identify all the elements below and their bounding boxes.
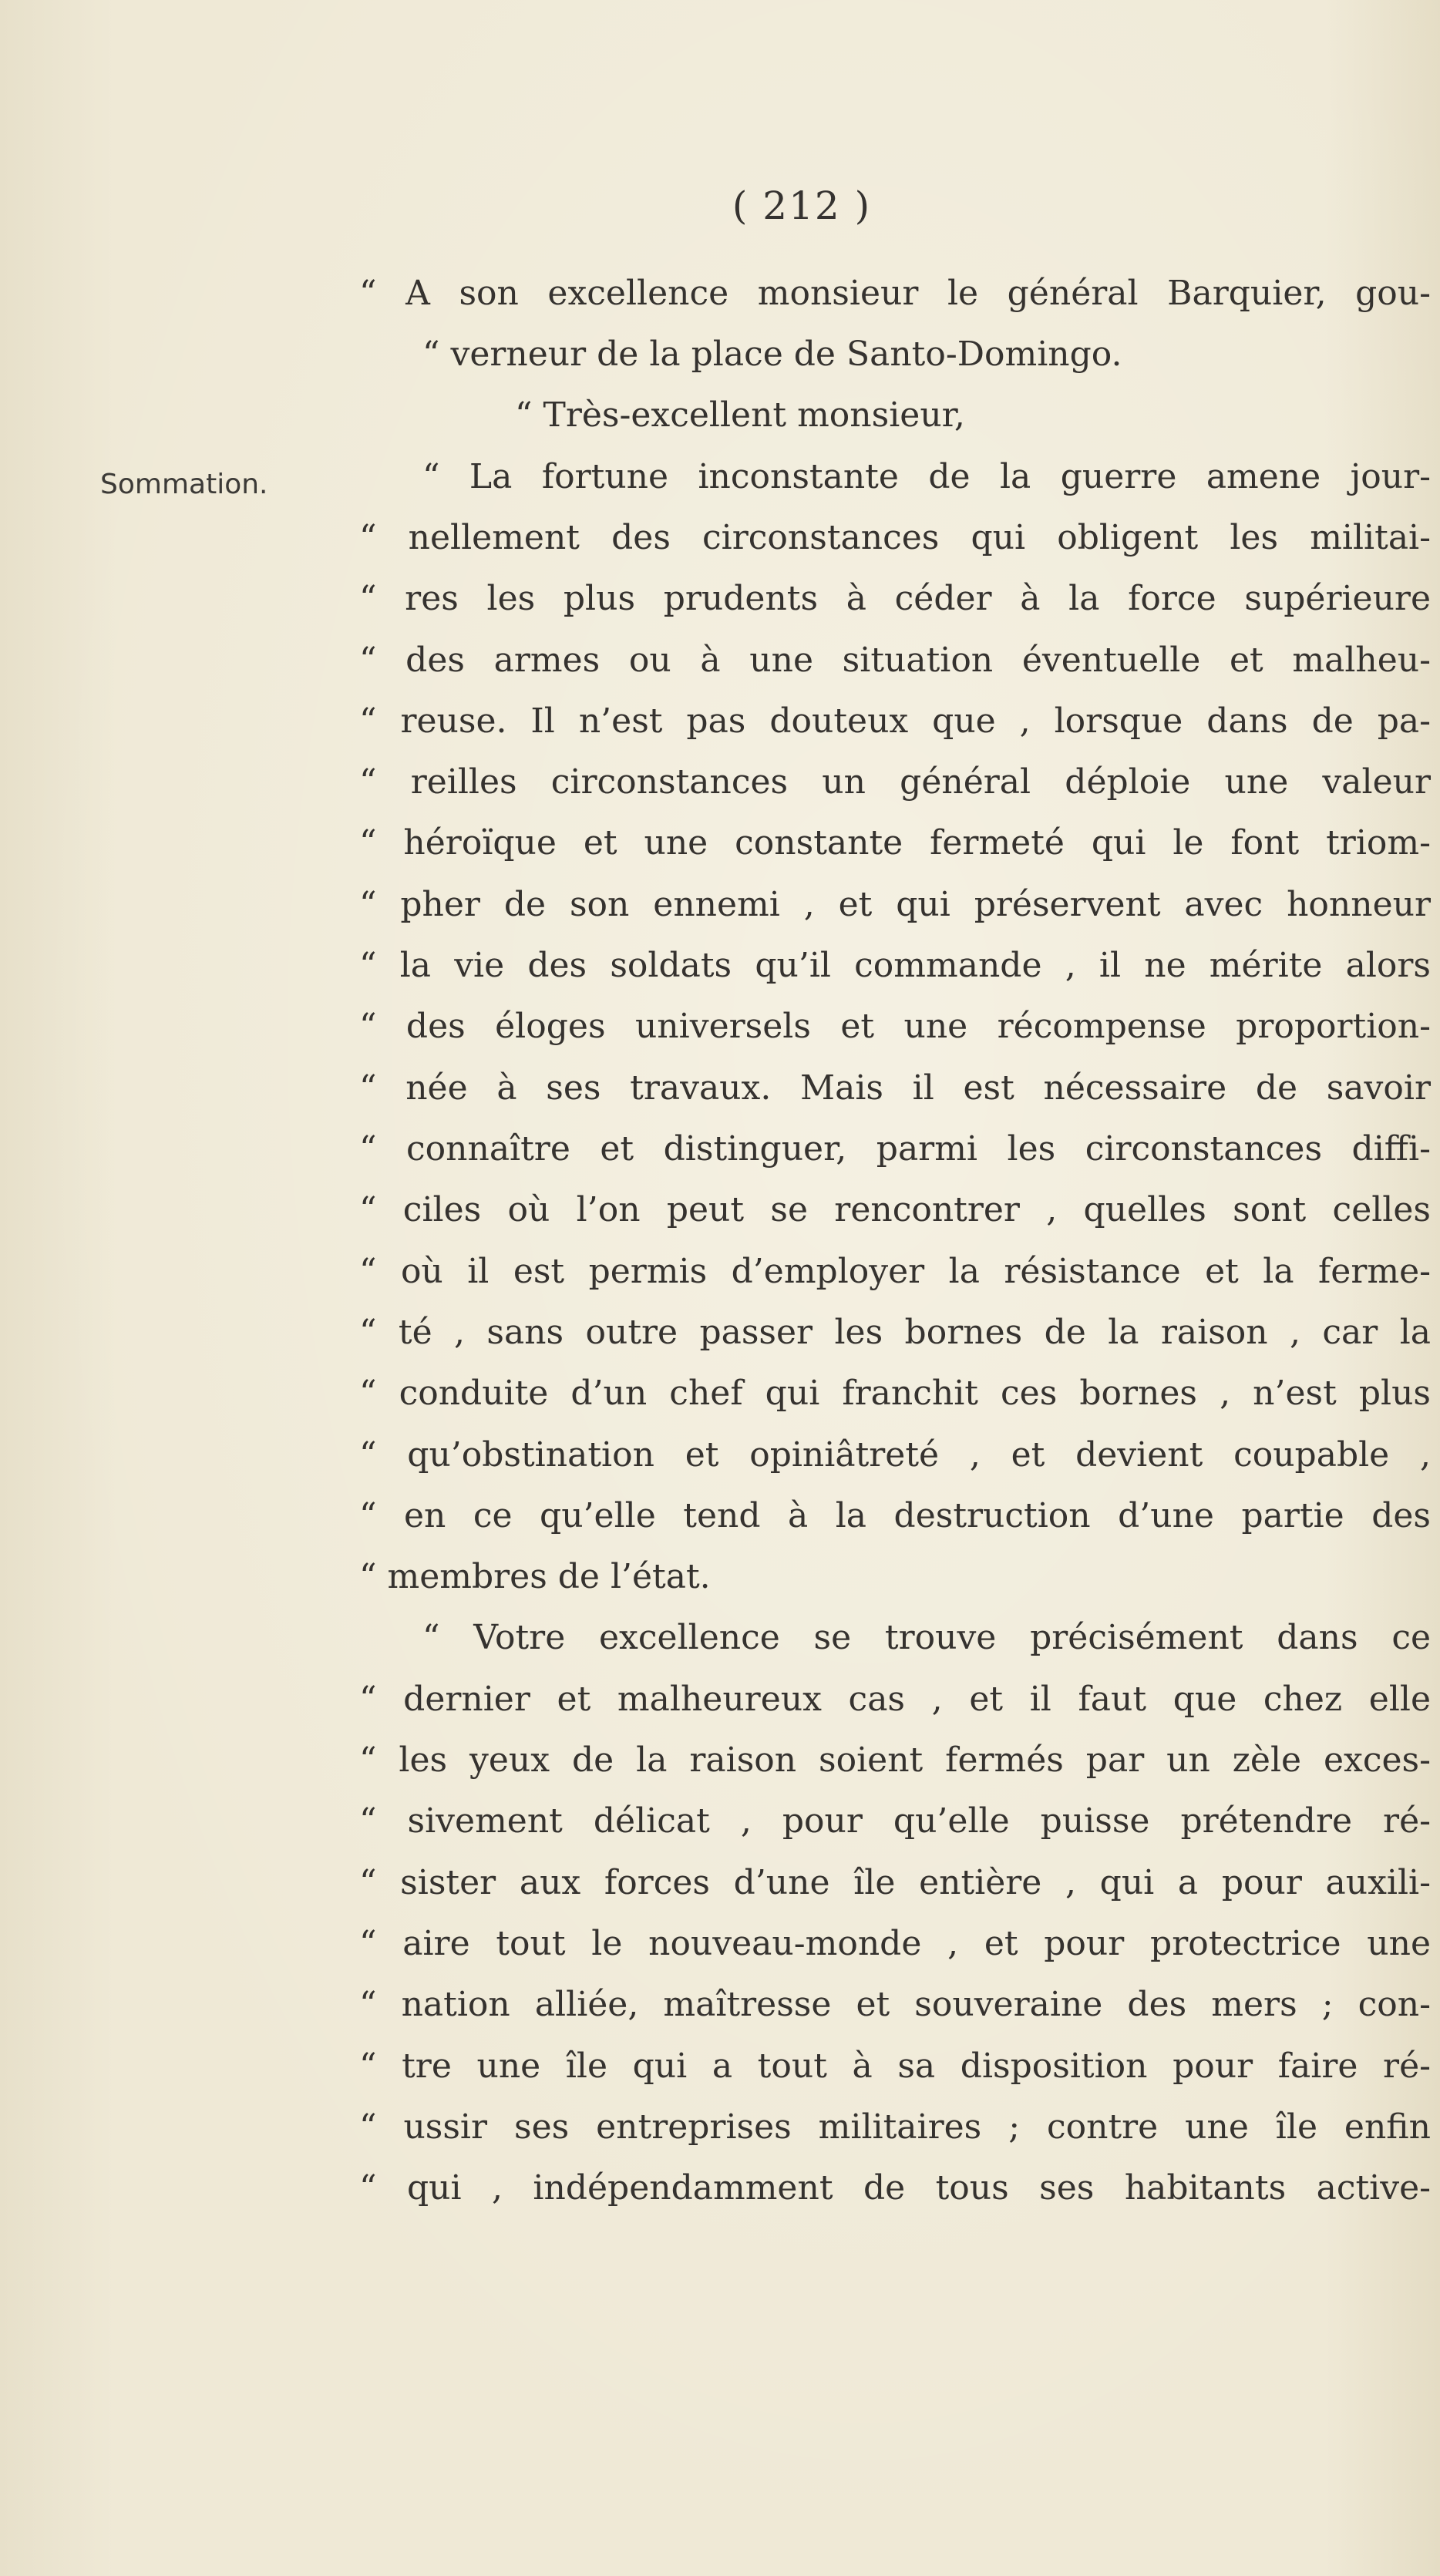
text-line: “ connaître et distinguer, parmi les circonstances diffi- bbox=[359, 1129, 1431, 1169]
text-line: “ verneur de la place de Santo-Domingo. bbox=[422, 335, 1122, 374]
page-number: ( 212 ) bbox=[732, 183, 872, 228]
text-line: “ qu’obstination et opiniâtreté , et devient coupable , bbox=[359, 1435, 1431, 1475]
text-line: “ sivement délicat , pour qu’elle puisse prétendre ré- bbox=[359, 1801, 1431, 1841]
text-line: “ où il est permis d’employer la résistance et la ferme- bbox=[359, 1252, 1431, 1291]
text-line: “ té , sans outre passer les bornes de la raison , car la bbox=[359, 1313, 1431, 1352]
text-line: “ conduite d’un chef qui franchit ces bornes , n’est plus bbox=[359, 1374, 1431, 1413]
text-line: “ dernier et malheureux cas , et il faut que chez elle bbox=[359, 1680, 1431, 1719]
text-line: “ A son excellence monsieur le général Barquier, gou- bbox=[359, 274, 1431, 313]
text-line: “ membres de l’état. bbox=[359, 1557, 711, 1596]
text-line: “ héroïque et une constante fermeté qui le font triom- bbox=[359, 823, 1431, 863]
text-line: “ sister aux forces d’une île entière , qui a pour auxili- bbox=[359, 1863, 1431, 1902]
margin-note: Sommation. bbox=[100, 469, 268, 500]
text-line: “ des armes ou à une situation éventuelle et malheu- bbox=[359, 641, 1431, 680]
text-line: “ qui , indépendamment de tous ses habitants active- bbox=[359, 2168, 1431, 2208]
text-line: “ tre une île qui a tout à sa disposition pour faire ré- bbox=[359, 2046, 1431, 2086]
text-line: “ aire tout le nouveau-monde , et pour protectrice une bbox=[359, 1924, 1431, 1963]
text-line: “ des éloges universels et une récompense proportion- bbox=[359, 1007, 1431, 1046]
text-line: “ La fortune inconstante de la guerre amene jour- bbox=[422, 457, 1431, 496]
text-line: “ pher de son ennemi , et qui préservent avec honneur bbox=[359, 885, 1431, 924]
text-line: “ les yeux de la raison soient fermés par un zèle exces- bbox=[359, 1740, 1431, 1780]
text-line: “ en ce qu’elle tend à la destruction d’une partie des bbox=[359, 1496, 1431, 1535]
text-line: “ Votre excellence se trouve précisément dans ce bbox=[422, 1618, 1431, 1657]
text-line: “ reuse. Il n’est pas douteux que , lorsque dans de pa- bbox=[359, 701, 1431, 741]
text-line: “ Très-excellent monsieur, bbox=[515, 395, 965, 435]
text-line: “ née à ses travaux. Mais il est nécessaire de savoir bbox=[359, 1068, 1431, 1108]
text-line: “ reilles circonstances un général déploie une valeur bbox=[359, 762, 1431, 802]
text-line: “ nation alliée, maîtresse et souveraine des mers ; con- bbox=[359, 1985, 1431, 2024]
text-line: “ ussir ses entreprises militaires ; contre une île enfin bbox=[359, 2107, 1431, 2147]
text-line: “ res les plus prudents à céder à la force supérieure bbox=[359, 579, 1431, 618]
text-line: “ la vie des soldats qu’il commande , il ne mérite alors bbox=[359, 946, 1431, 985]
text-line: “ nellement des circonstances qui obligent les militai- bbox=[359, 518, 1431, 557]
text-line: “ ciles où l’on peut se rencontrer , quelles sont celles bbox=[359, 1190, 1431, 1229]
